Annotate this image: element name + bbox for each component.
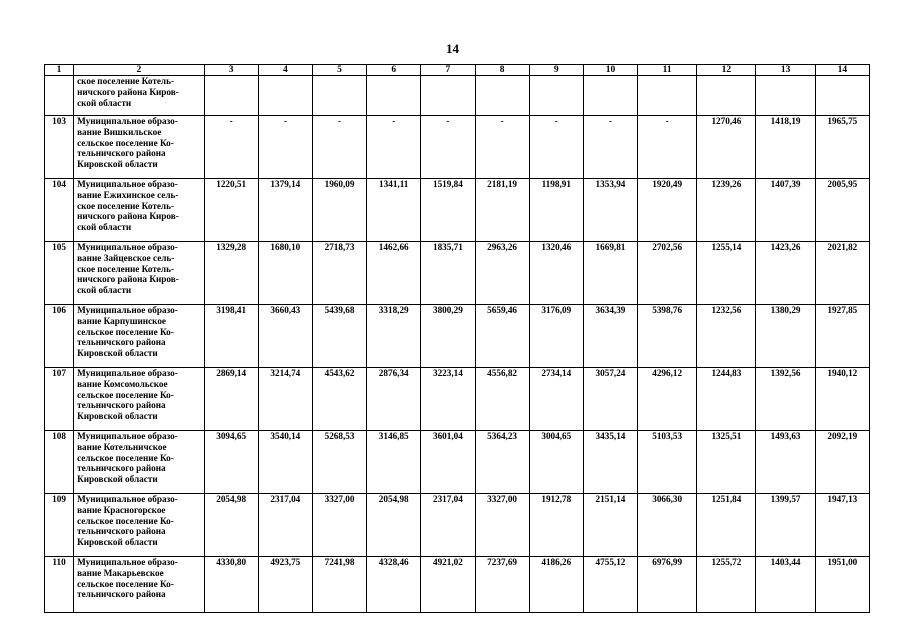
- row-number: 104: [45, 179, 74, 242]
- column-header-13: 13: [756, 65, 815, 76]
- table-row: [45, 116, 870, 179]
- value-cell-col-14: 1940,12: [815, 368, 869, 431]
- value-cell-col-7: 1835,71: [421, 242, 475, 305]
- municipality-name-line: тельничского района: [77, 337, 166, 348]
- value-cell-col-5: -: [312, 116, 366, 179]
- value-cell-col-13: 1392,56: [756, 368, 815, 431]
- municipality-name-line: Кировской области: [77, 411, 158, 422]
- municipality-name-line: ское поселение Котель-: [77, 200, 175, 211]
- municipality-name-line: Муниципальное образо-: [77, 431, 178, 441]
- value-cell-col-6: 1341,11: [367, 179, 421, 242]
- value-cell-col-6: 3318,29: [367, 305, 421, 368]
- value-cell-col-7: 4921,02: [421, 557, 475, 613]
- value-cell-col-11: 2702,56: [638, 242, 697, 305]
- value-cell-col-8: 4556,82: [475, 368, 529, 431]
- value-cell-col-8: 2181,19: [475, 179, 529, 242]
- table-row: [45, 557, 870, 613]
- column-header-12: 12: [697, 65, 756, 76]
- column-header-7: 7: [421, 65, 475, 76]
- value-cell-col-12: 1325,51: [697, 431, 756, 494]
- value-cell-col-10: -: [583, 116, 637, 179]
- municipality-name-line: вание Зайцевское сель-: [77, 252, 175, 263]
- row-number: [45, 76, 74, 116]
- table-row: [45, 305, 870, 368]
- value-cell-col-8: [475, 76, 529, 116]
- value-cell-col-9: 1912,78: [529, 494, 583, 557]
- value-cell-col-11: 4296,12: [638, 368, 697, 431]
- table-row: [45, 179, 870, 242]
- value-cell-col-7: [421, 76, 475, 116]
- municipality-name-line: Муниципальное образо-: [77, 242, 178, 252]
- table-header-row: [45, 65, 870, 76]
- value-cell-col-4: 1379,14: [258, 179, 312, 242]
- value-cell-col-10: 1669,81: [583, 242, 637, 305]
- column-header-14: 14: [815, 65, 869, 76]
- value-cell-col-3: 2869,14: [204, 368, 258, 431]
- value-cell-col-8: 5659,46: [475, 305, 529, 368]
- value-cell-col-13: 1423,26: [756, 242, 815, 305]
- value-cell-col-10: 4755,12: [583, 557, 637, 613]
- value-cell-col-12: [697, 76, 756, 116]
- page-number: 14: [446, 41, 459, 56]
- table-row: [45, 431, 870, 494]
- municipality-name-line: вание Карпушинское: [77, 315, 167, 326]
- municipality-name-line: вание Комсомольское: [77, 378, 168, 389]
- value-cell-col-4: [258, 76, 312, 116]
- municipality-name: [74, 305, 204, 368]
- municipality-name-line: сельское поселение Ко-: [77, 326, 174, 337]
- municipality-name-line: ничского района Киров-: [77, 211, 179, 222]
- value-cell-col-11: 3066,30: [638, 494, 697, 557]
- value-cell-col-4: 1680,10: [258, 242, 312, 305]
- value-cell-col-6: [367, 76, 421, 116]
- municipality-name-line: Муниципальное образо-: [77, 368, 178, 378]
- value-cell-col-11: 5398,76: [638, 305, 697, 368]
- value-cell-col-9: 1198,91: [529, 179, 583, 242]
- row-number: 106: [45, 305, 74, 368]
- value-cell-col-3: 3094,65: [204, 431, 258, 494]
- value-cell-col-10: 3057,24: [583, 368, 637, 431]
- value-cell-col-9: 1320,46: [529, 242, 583, 305]
- value-cell-col-14: 1927,85: [815, 305, 869, 368]
- municipality-name-line: сельское поселение Ко-: [77, 578, 174, 589]
- municipality-name-line: сельское поселение Ко-: [77, 137, 174, 148]
- value-cell-col-14: 2092,19: [815, 431, 869, 494]
- value-cell-col-4: 3214,74: [258, 368, 312, 431]
- municipality-name-line: вание Ежихинское сель-: [77, 189, 179, 200]
- column-header-4: 4: [258, 65, 312, 76]
- value-cell-col-9: [529, 76, 583, 116]
- value-cell-col-7: 3223,14: [421, 368, 475, 431]
- value-cell-col-11: 6976,99: [638, 557, 697, 613]
- municipality-name-line: вание Макарьевское: [77, 567, 164, 578]
- value-cell-col-8: 3327,00: [475, 494, 529, 557]
- value-cell-col-3: 3198,41: [204, 305, 258, 368]
- municipality-name-line: Кировской области: [77, 474, 158, 485]
- column-header-5: 5: [312, 65, 366, 76]
- value-cell-col-12: 1244,83: [697, 368, 756, 431]
- value-cell-col-9: 3004,65: [529, 431, 583, 494]
- value-cell-col-12: 1270,46: [697, 116, 756, 179]
- value-cell-col-6: -: [367, 116, 421, 179]
- municipality-name: [74, 368, 204, 431]
- value-cell-col-3: [204, 76, 258, 116]
- row-number: 103: [45, 116, 74, 179]
- value-cell-col-3: -: [204, 116, 258, 179]
- value-cell-col-9: -: [529, 116, 583, 179]
- value-cell-col-14: [815, 76, 869, 116]
- municipality-name-line: ской области: [77, 285, 132, 296]
- value-cell-col-12: 1232,56: [697, 305, 756, 368]
- value-cell-col-7: 3601,04: [421, 431, 475, 494]
- municipality-name-line: сельское поселение Ко-: [77, 389, 174, 400]
- value-cell-col-13: 1493,63: [756, 431, 815, 494]
- value-cell-col-14: 1951,00: [815, 557, 869, 613]
- value-cell-col-13: 1380,29: [756, 305, 815, 368]
- column-header-11: 11: [638, 65, 697, 76]
- value-cell-col-9: 2734,14: [529, 368, 583, 431]
- value-cell-col-9: 3176,09: [529, 305, 583, 368]
- value-cell-col-8: -: [475, 116, 529, 179]
- value-cell-col-5: [312, 76, 366, 116]
- municipality-name-line: ничского района Киров-: [77, 86, 179, 97]
- value-cell-col-13: 1407,39: [756, 179, 815, 242]
- value-cell-col-10: 2151,14: [583, 494, 637, 557]
- municipality-name-line: ское поселение Котель-: [77, 263, 175, 274]
- table-row: [45, 494, 870, 557]
- value-cell-col-12: 1251,84: [697, 494, 756, 557]
- value-cell-col-13: 1399,57: [756, 494, 815, 557]
- table-row: [45, 76, 870, 116]
- municipality-name-line: Муниципальное образо-: [77, 179, 178, 189]
- value-cell-col-10: 3435,14: [583, 431, 637, 494]
- municipality-name-line: вание Вишкильское: [77, 126, 162, 137]
- value-cell-col-12: 1239,26: [697, 179, 756, 242]
- value-cell-col-5: 7241,98: [312, 557, 366, 613]
- value-cell-col-14: 2021,82: [815, 242, 869, 305]
- municipality-name-line: тельничского района: [77, 400, 166, 411]
- value-cell-col-3: 4330,80: [204, 557, 258, 613]
- municipality-name-line: тельничского района: [77, 463, 166, 474]
- column-header-6: 6: [367, 65, 421, 76]
- value-cell-col-14: 2005,95: [815, 179, 869, 242]
- value-cell-col-5: 5439,68: [312, 305, 366, 368]
- table-body: [45, 76, 870, 613]
- municipality-name: [74, 494, 204, 557]
- value-cell-col-11: 1920,49: [638, 179, 697, 242]
- value-cell-col-6: 2054,98: [367, 494, 421, 557]
- value-cell-col-3: 1329,28: [204, 242, 258, 305]
- municipality-name-line: ской области: [77, 97, 132, 108]
- municipality-name-line: Кировской области: [77, 348, 158, 359]
- row-number: 108: [45, 431, 74, 494]
- municipality-name-line: вание Котельничское: [77, 441, 167, 452]
- value-cell-col-6: 3146,85: [367, 431, 421, 494]
- municipality-name-line: тельничского района: [77, 589, 166, 600]
- row-number: 109: [45, 494, 74, 557]
- row-number: 105: [45, 242, 74, 305]
- value-cell-col-4: 4923,75: [258, 557, 312, 613]
- table-row: [45, 242, 870, 305]
- value-cell-col-5: 3327,00: [312, 494, 366, 557]
- tariff-table: [44, 64, 870, 613]
- table-row: [45, 368, 870, 431]
- column-header-9: 9: [529, 65, 583, 76]
- value-cell-col-7: 1519,84: [421, 179, 475, 242]
- value-cell-col-10: [583, 76, 637, 116]
- value-cell-col-13: [756, 76, 815, 116]
- value-cell-col-12: 1255,14: [697, 242, 756, 305]
- value-cell-col-14: 1965,75: [815, 116, 869, 179]
- value-cell-col-12: 1255,72: [697, 557, 756, 613]
- municipality-name-line: Кировской области: [77, 159, 158, 170]
- value-cell-col-5: 1960,09: [312, 179, 366, 242]
- value-cell-col-3: 1220,51: [204, 179, 258, 242]
- value-cell-col-13: 1403,44: [756, 557, 815, 613]
- municipality-name-line: Муниципальное образо-: [77, 494, 178, 504]
- municipality-name: [74, 116, 204, 179]
- municipality-name-line: сельское поселение Ко-: [77, 452, 174, 463]
- value-cell-col-5: 4543,62: [312, 368, 366, 431]
- municipality-name: [74, 179, 204, 242]
- row-number: 107: [45, 368, 74, 431]
- value-cell-col-10: 1353,94: [583, 179, 637, 242]
- municipality-name-line: тельничского района: [77, 148, 166, 159]
- value-cell-col-10: 3634,39: [583, 305, 637, 368]
- municipality-name: [74, 431, 204, 494]
- value-cell-col-8: 2963,26: [475, 242, 529, 305]
- value-cell-col-7: 3800,29: [421, 305, 475, 368]
- municipality-name: [74, 557, 204, 613]
- value-cell-col-3: 2054,98: [204, 494, 258, 557]
- column-header-10: 10: [583, 65, 637, 76]
- value-cell-col-6: 4328,46: [367, 557, 421, 613]
- municipality-name-line: ничского района Киров-: [77, 274, 179, 285]
- municipality-name: [74, 76, 204, 116]
- municipality-name-line: ское поселение Котель-: [77, 76, 175, 86]
- municipality-name-line: Кировской области: [77, 537, 158, 548]
- value-cell-col-11: 5103,53: [638, 431, 697, 494]
- municipality-name-line: ской области: [77, 222, 132, 233]
- column-header-3: 3: [204, 65, 258, 76]
- value-cell-col-4: 3660,43: [258, 305, 312, 368]
- municipality-name-line: Муниципальное образо-: [77, 557, 178, 567]
- municipality-name-line: Муниципальное образо-: [77, 305, 178, 315]
- value-cell-col-11: [638, 76, 697, 116]
- value-cell-col-4: -: [258, 116, 312, 179]
- value-cell-col-6: 1462,66: [367, 242, 421, 305]
- value-cell-col-6: 2876,34: [367, 368, 421, 431]
- municipality-name-line: вание Красногорское: [77, 504, 166, 515]
- municipality-name-line: тельничского района: [77, 526, 166, 537]
- value-cell-col-14: 1947,13: [815, 494, 869, 557]
- column-header-1: 1: [45, 65, 74, 76]
- value-cell-col-7: 2317,04: [421, 494, 475, 557]
- column-header-8: 8: [475, 65, 529, 76]
- column-header-2: 2: [74, 65, 204, 76]
- value-cell-col-4: 2317,04: [258, 494, 312, 557]
- value-cell-col-8: 7237,69: [475, 557, 529, 613]
- value-cell-col-5: 2718,73: [312, 242, 366, 305]
- municipality-name: [74, 242, 204, 305]
- value-cell-col-13: 1418,19: [756, 116, 815, 179]
- row-number: 110: [45, 557, 74, 613]
- value-cell-col-8: 5364,23: [475, 431, 529, 494]
- municipality-name-line: сельское поселение Ко-: [77, 515, 174, 526]
- value-cell-col-7: -: [421, 116, 475, 179]
- value-cell-col-9: 4186,26: [529, 557, 583, 613]
- value-cell-col-5: 5268,53: [312, 431, 366, 494]
- value-cell-col-4: 3540,14: [258, 431, 312, 494]
- value-cell-col-11: -: [638, 116, 697, 179]
- municipality-name-line: Муниципальное образо-: [77, 116, 178, 126]
